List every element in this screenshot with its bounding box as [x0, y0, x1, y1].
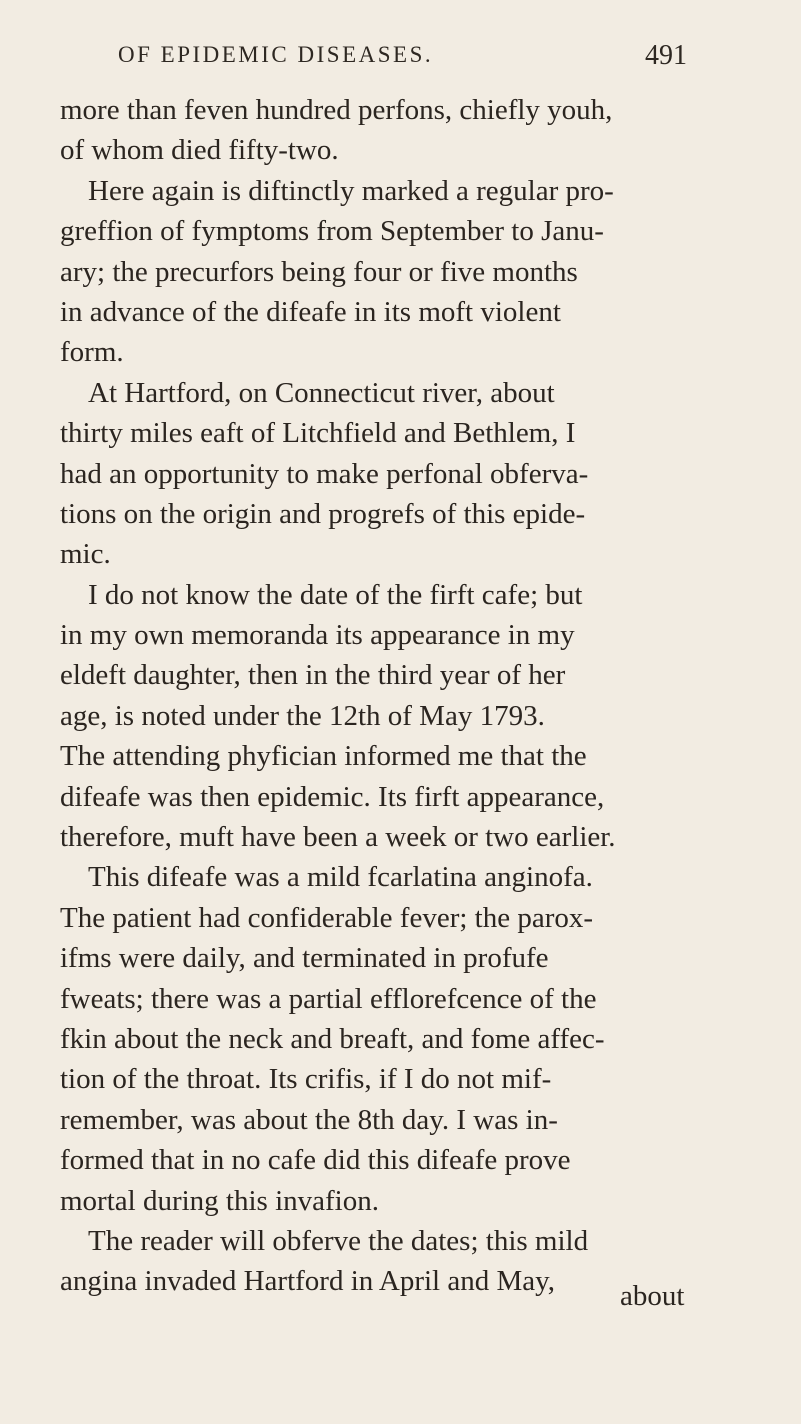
- text-line: ary; the precurfors being four or five months: [60, 255, 578, 288]
- text-line: in my own memoranda its appearance in my: [60, 619, 575, 652]
- page-number: 491: [645, 40, 687, 71]
- text-line: difeafe was then epidemic. Its firft appearance,: [60, 780, 605, 813]
- text-line: Here again is diftinctly marked a regular pro-: [88, 174, 614, 207]
- text-line: This difeafe was a mild fcarlatina anginofa.: [88, 861, 593, 894]
- text-line: mic.: [60, 538, 111, 571]
- text-line: form.: [60, 336, 124, 369]
- text-line: eldeft daughter, then in the third year of her: [60, 659, 566, 692]
- text-line: thirty miles eaft of Litchfield and Bethlem, I: [60, 417, 576, 450]
- text-line: greffion of fymptoms from September to Janu-: [60, 215, 604, 248]
- text-line: fkin about the neck and breaft, and fome affec-: [60, 1022, 605, 1055]
- text-line: tion of the throat. Its crifis, if I do not mif-: [60, 1063, 552, 1096]
- catchword: about: [620, 1280, 685, 1312]
- text-line: in advance of the difeafe in its moft violent: [60, 295, 561, 328]
- text-line: I do not know the date of the firft cafe; but: [88, 578, 583, 611]
- text-line: angina invaded Hartford in April and May,: [60, 1265, 556, 1298]
- text-line: fweats; there was a partial efflorefcence of the: [60, 982, 597, 1015]
- text-line: The attending phyfician informed me that the: [60, 740, 587, 773]
- text-line: had an opportunity to make perfonal obferva-: [60, 457, 589, 490]
- text-line: At Hartford, on Connecticut river, about: [88, 376, 555, 409]
- body-text: [60, 90, 720, 1302]
- running-head: OF EPIDEMIC DISEASES.: [118, 42, 434, 67]
- text-line: formed that in no cafe did this difeafe prove: [60, 1144, 571, 1177]
- text-line: mortal during this invafion.: [60, 1184, 379, 1217]
- text-line: ifms were daily, and terminated in profufe: [60, 942, 549, 975]
- text-line: remember, was about the 8th day. I was in-: [60, 1103, 558, 1136]
- text-line: of whom died fifty-two.: [60, 134, 339, 167]
- text-line: age, is noted under the 12th of May 1793.: [60, 699, 545, 732]
- text-line: therefore, muft have been a week or two earlier.: [60, 821, 616, 854]
- text-line: The patient had confiderable fever; the parox-: [60, 901, 594, 934]
- text-line: more than feven hundred perfons, chiefly youh,: [60, 94, 613, 126]
- text-line: tions on the origin and progrefs of this epide-: [60, 497, 586, 530]
- text-line: The reader will obferve the dates; this mild: [88, 1224, 589, 1257]
